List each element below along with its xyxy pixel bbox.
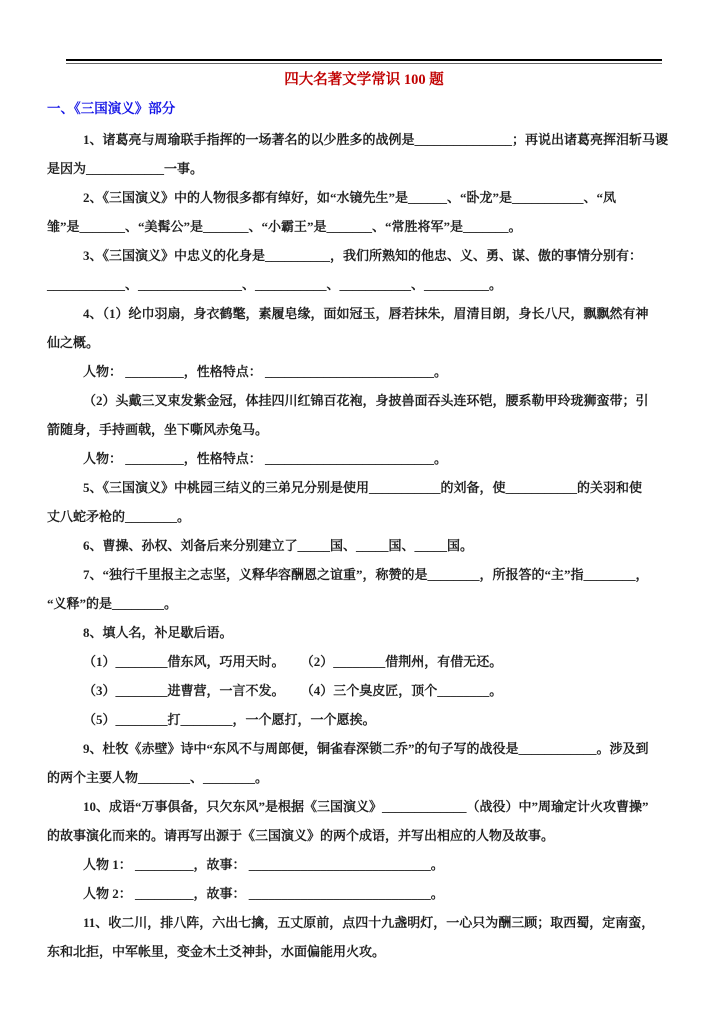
q10-person-1: 人物 1： _________，故事： ____________________________。 <box>83 857 444 872</box>
q2-line-1: 2、《三国演义》中的人物很多都有绰好，如“水镜先生”是______、“卧龙”是___________、“凤 <box>83 190 617 205</box>
q8-intro: 8、填人名，补足歇后语。 <box>83 625 233 640</box>
q10-person-2: 人物 2： _________，故事： ____________________________。 <box>83 886 444 901</box>
q4-item2-answer: 人物： _________，性格特点： __________________________。 <box>83 451 448 466</box>
section-heading-three-kingdoms: 一、《三国演义》部分 <box>47 101 176 116</box>
q9-line-1: 9、杜牧《赤壁》诗中“东风不与周郎便，铜雀春深锁二乔”的句子写的战役是____________。涉及到 <box>83 741 649 756</box>
q6-line: 6、曹操、孙权、刘备后来分别建立了_____国、_____国、_____国。 <box>83 538 474 553</box>
q5-line-1: 5、《三国演义》中桃园三结义的三弟兄分别是使用___________的刘备，使___________的关羽和使 <box>83 480 643 495</box>
q4-item1-line-2: 仙之概。 <box>47 335 100 350</box>
q8-item-5: （5）________打________，一个愿打，一个愿挨。 <box>83 712 376 727</box>
q11-line-1: 11、收二川，排八阵，六出七擒，五丈原前，点四十九盏明灯，一心只为酬三顾；取西蜀，定南蛮， <box>83 915 655 930</box>
q5-line-2: 丈八蛇矛枪的________。 <box>47 509 191 524</box>
q2-line-2: 雏”是_______、“美髯公”是_______、“小霸王”是_______、“常胜将军”是_______。 <box>47 219 522 234</box>
q3-line-1: 3、《三国演义》中忠义的化身是__________，我们所熟知的他忠、义、勇、谋、傲的事情分别有： <box>83 248 643 263</box>
q8-items-3-4: （3）________进曹营，一言不发。 （4）三个臭皮匠，顶个________。 <box>83 683 503 698</box>
q10-line-2: 的故事演化而来的。请再写出源于《三国演义》的两个成语，并写出相应的人物及故事。 <box>47 828 555 843</box>
q4-item1-line-1: 4、（1）纶巾羽扇，身衣鹤氅，素履皂缘，面如冠玉，唇若抹朱，眉清目朗，身长八尺，飘飘然有神 <box>83 306 649 321</box>
q4-item2-line-2: 箭随身，手持画戟，坐下嘶风赤兔马。 <box>47 422 269 437</box>
question-lines <box>47 125 681 966</box>
header-border-rule <box>66 59 662 64</box>
q4-item1-answer: 人物： _________，性格特点： __________________________。 <box>83 364 448 379</box>
q11-line-2: 东和北拒，中军帐里，变金木土爻神卦，水面偏能用火攻。 <box>47 944 386 959</box>
q1-line-1: 1、诸葛亮与周瑜联手指挥的一场著名的以少胜多的战例是_______________；再说出诸葛亮挥泪斩马谡 <box>83 132 669 147</box>
q1-line-2: 是因为____________一事。 <box>47 161 204 176</box>
q3-line-2: ____________、________________、___________、___________、__________。 <box>47 277 502 292</box>
q7-line-2: “义释”的是________。 <box>47 596 178 611</box>
q4-item2-line-1: （2）头戴三叉束发紫金冠，体挂四川红锦百花袍，身披兽面吞头连环铠，腰系勒甲玲珑狮蛮带；引 <box>83 393 649 408</box>
q10-line-1: 10、成语“万事俱备，只欠东风”是根据《三国演义》_____________（战役）中”周瑜定计火攻曹操” <box>83 799 649 814</box>
q8-items-1-2: （1）________借东风，巧用天时。 （2）________借荆州，有借无还。 <box>83 654 503 669</box>
document-title: 四大名著文学常识 100 题 <box>284 72 444 88</box>
q7-line-1: 7、“独行千里报主之志坚，义释华容酬恩之谊重”，称赞的是________，所报答的“主”指________， <box>83 567 649 582</box>
q9-line-2: 的两个主要人物________、________。 <box>47 770 269 785</box>
